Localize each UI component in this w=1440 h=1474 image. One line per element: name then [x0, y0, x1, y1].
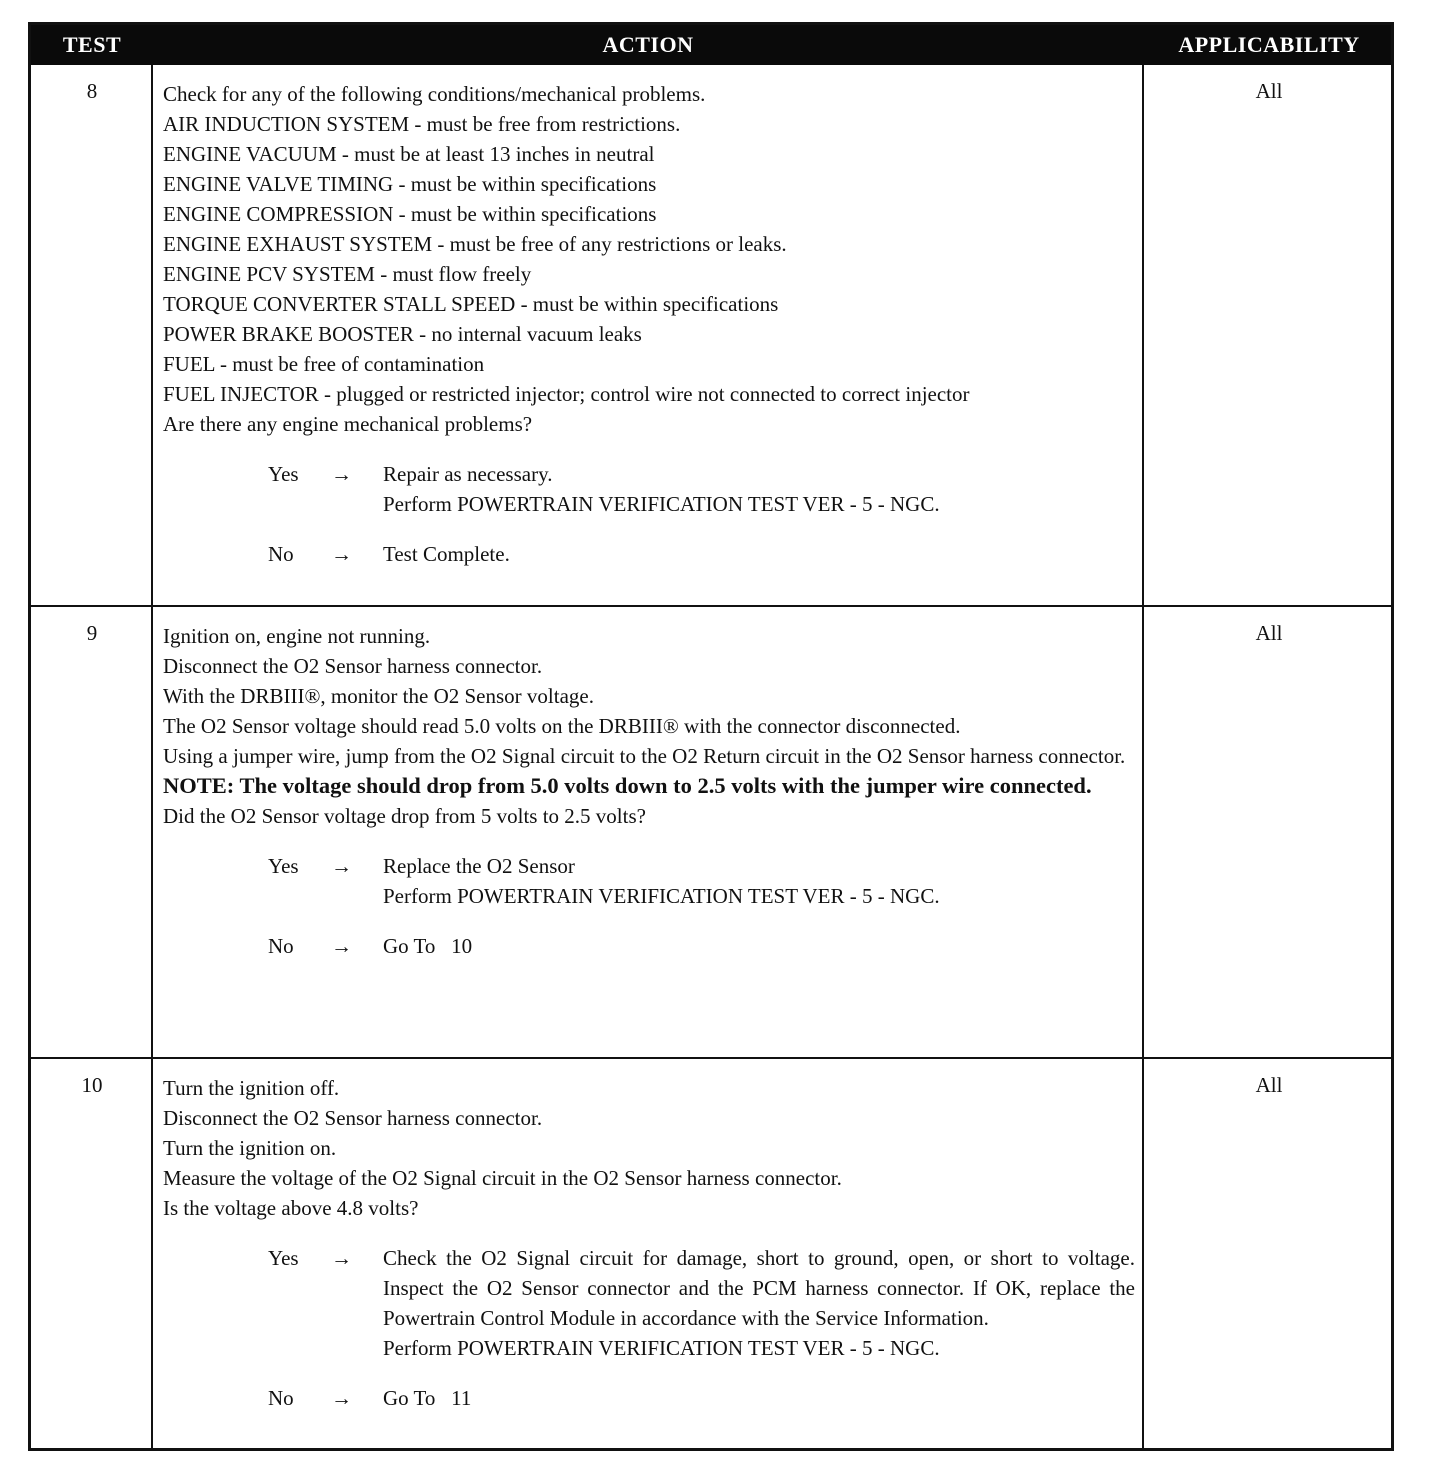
yes-result-line: Perform POWERTRAIN VERIFICATION TEST VER - 5 - NGC. [383, 1336, 940, 1360]
yes-result-line: Replace the O2 Sensor [383, 854, 575, 878]
applicability-cell: All [1255, 621, 1283, 645]
no-label: No [268, 1386, 294, 1410]
yes-branch [163, 459, 1135, 519]
yes-label: Yes [268, 1246, 299, 1270]
action-question: Is the voltage above 4.8 volts? [163, 1196, 419, 1220]
yes-result-line: Check the O2 Signal circuit for damage, short to ground, open, or short to voltage. Inspect the O2 Sensor connector and the PCM harness connector. If OK, replace the Powertrain Control Module in accordance with the Service Information. [383, 1246, 1135, 1330]
applicability-cell: All [1255, 1073, 1283, 1097]
header-applicability: APPLICABILITY [1178, 32, 1360, 57]
arrow-right-icon: → [331, 1246, 352, 1270]
test-number: 9 [86, 621, 98, 645]
action-line: FUEL - must be free of contamination [163, 352, 485, 376]
arrow-right-icon: → [331, 542, 352, 566]
header-action: ACTION [602, 32, 694, 57]
arrow-right-icon: → [331, 934, 352, 958]
action-line: Check for any of the following conditions/mechanical problems. [163, 82, 706, 106]
yes-label: Yes [268, 854, 299, 878]
yes-branch [163, 851, 1135, 911]
action-line: Turn the ignition on. [163, 1136, 337, 1160]
action-question: Are there any engine mechanical problems? [163, 412, 533, 436]
action-line: Ignition on, engine not running. [163, 624, 431, 648]
yes-branch [163, 1243, 1135, 1363]
table-row-test-8 [31, 65, 1391, 605]
action-line: Measure the voltage of the O2 Signal circuit in the O2 Sensor harness connector. [163, 1166, 842, 1190]
arrow-right-icon: → [331, 854, 352, 878]
test-number: 8 [86, 79, 98, 103]
table-header [31, 25, 1391, 65]
no-branch [163, 1383, 1135, 1413]
action-line: ENGINE VALVE TIMING - must be within specifications [163, 172, 657, 196]
no-label: No [268, 934, 294, 958]
no-branch [163, 539, 1135, 569]
action-line: ENGINE PCV SYSTEM - must flow freely [163, 262, 532, 286]
yes-result-line: Perform POWERTRAIN VERIFICATION TEST VER - 5 - NGC. [383, 492, 940, 516]
action-line: AIR INDUCTION SYSTEM - must be free from restrictions. [163, 112, 681, 136]
action-line: ENGINE EXHAUST SYSTEM - must be free of any restrictions or leaks. [163, 232, 787, 256]
no-result: Go To 10 [383, 934, 473, 958]
action-line: Disconnect the O2 Sensor harness connector. [163, 1106, 543, 1130]
arrow-right-icon: → [331, 1386, 352, 1410]
action-note: NOTE: The voltage should drop from 5.0 volts down to 2.5 volts with the jumper wire connected. [163, 773, 1092, 798]
no-branch [163, 931, 1135, 961]
yes-label: Yes [268, 462, 299, 486]
action-line: The O2 Sensor voltage should read 5.0 volts on the DRBIII® with the connector disconnected. [163, 714, 961, 738]
action-line: ENGINE COMPRESSION - must be within specifications [163, 202, 657, 226]
action-line: POWER BRAKE BOOSTER - no internal vacuum leaks [163, 322, 642, 346]
no-result: Go To 11 [383, 1386, 472, 1410]
action-line: ENGINE VACUUM - must be at least 13 inches in neutral [163, 142, 655, 166]
action-question: Did the O2 Sensor voltage drop from 5 volts to 2.5 volts? [163, 804, 646, 828]
action-cell [163, 621, 1135, 961]
arrow-right-icon: → [331, 462, 352, 486]
header-test: TEST [62, 32, 122, 57]
action-line: With the DRBIII®, monitor the O2 Sensor voltage. [163, 684, 594, 708]
yes-result-line: Perform POWERTRAIN VERIFICATION TEST VER - 5 - NGC. [383, 884, 940, 908]
action-line: Using a jumper wire, jump from the O2 Signal circuit to the O2 Return circuit in the O2 Sensor harness connector. [163, 744, 1126, 768]
table-row-test-10 [31, 1059, 1391, 1449]
action-cell [163, 79, 1135, 569]
no-label: No [268, 542, 294, 566]
no-result: Test Complete. [383, 542, 510, 566]
table-row-test-9 [31, 607, 1391, 1057]
action-line: Disconnect the O2 Sensor harness connector. [163, 654, 543, 678]
action-line: Turn the ignition off. [163, 1076, 340, 1100]
yes-result-line: Repair as necessary. [383, 462, 553, 486]
test-number: 10 [81, 1073, 103, 1097]
applicability-cell: All [1255, 79, 1283, 103]
action-line: FUEL INJECTOR - plugged or restricted injector; control wire not connected to correct injector [163, 382, 970, 406]
diagnostic-table [28, 22, 1394, 1451]
action-line: TORQUE CONVERTER STALL SPEED - must be within specifications [163, 292, 779, 316]
action-cell [163, 1073, 1135, 1413]
